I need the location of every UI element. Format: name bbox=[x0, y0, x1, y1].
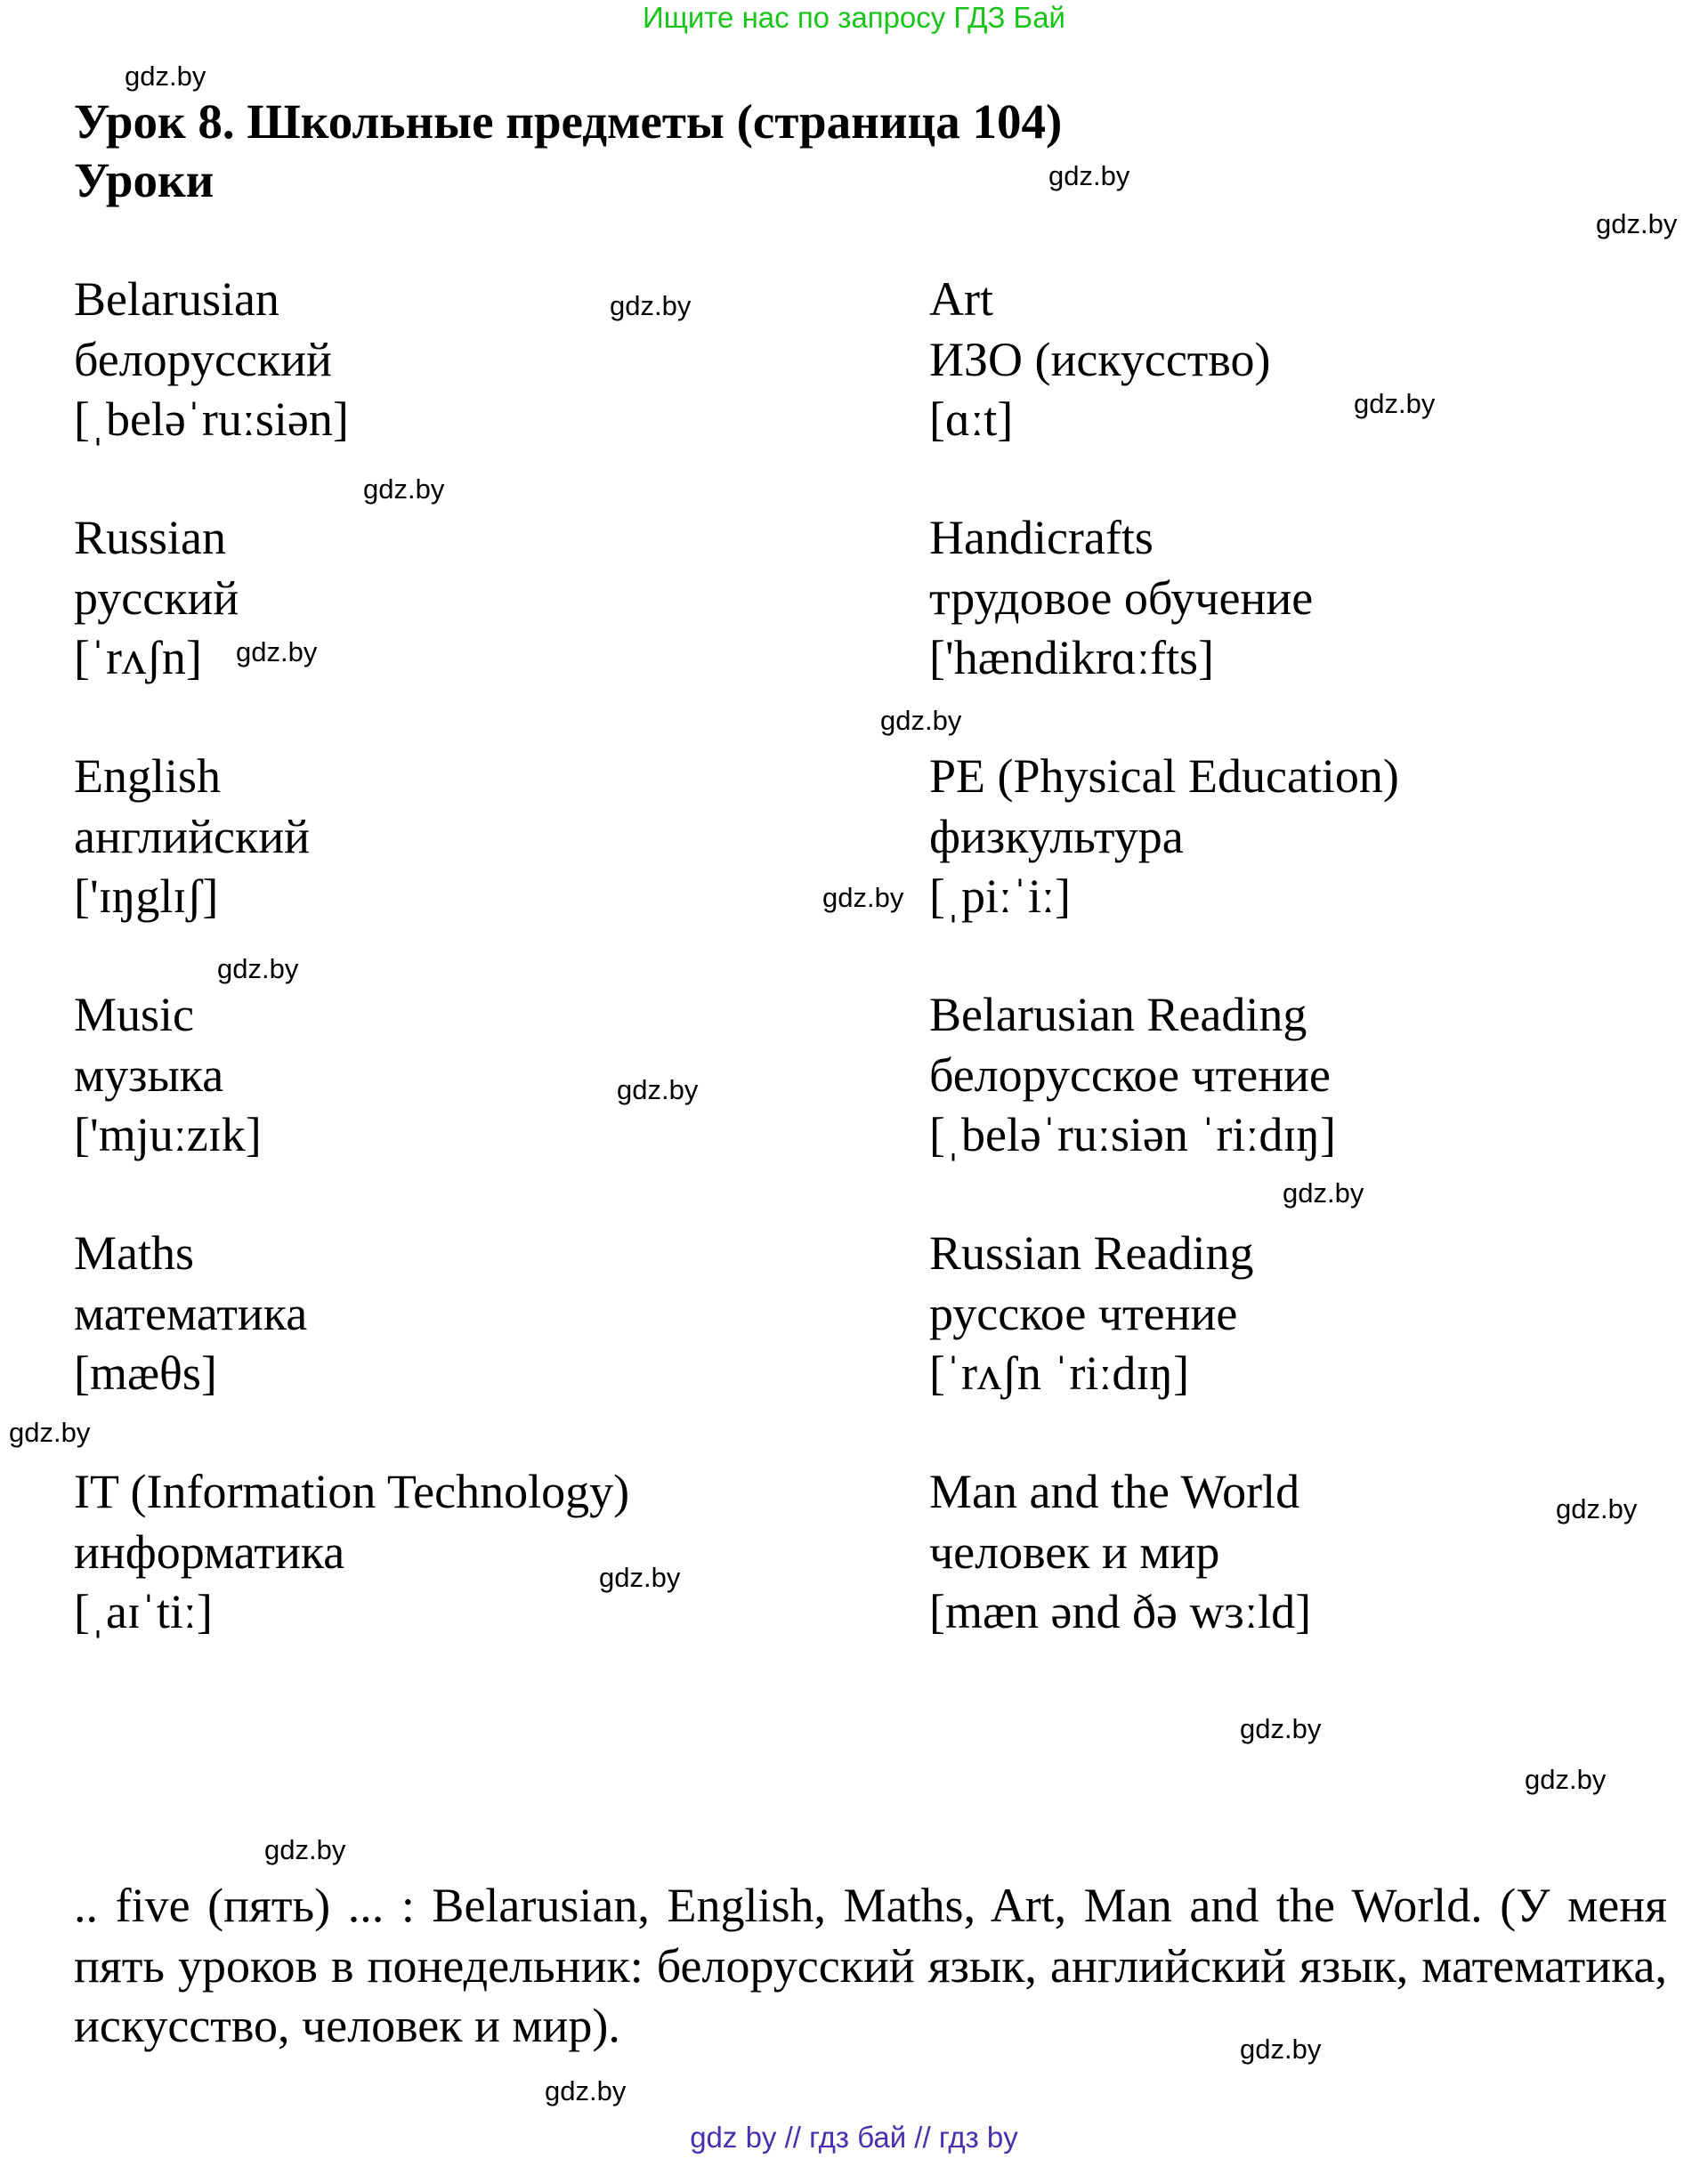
vocab-russian: трудовое обучение bbox=[929, 570, 1314, 625]
vocab-transcription: [ˌpiːˈiː] bbox=[929, 869, 1071, 923]
vocab-english: Russian bbox=[74, 511, 227, 564]
vocab-item-russian-reading bbox=[929, 1224, 1253, 1404]
watermark: gdz.by bbox=[1240, 2034, 1322, 2065]
vocab-item-belarusian bbox=[74, 270, 349, 450]
vocab-transcription: [mæn ənd ðə wɜːld] bbox=[929, 1585, 1312, 1638]
vocab-russian: математика bbox=[74, 1286, 308, 1340]
watermark: gdz.by bbox=[1556, 1493, 1638, 1524]
vocab-english: Music bbox=[74, 988, 194, 1041]
watermark: gdz.by bbox=[1283, 1177, 1364, 1209]
watermark: gdz.by bbox=[545, 2075, 627, 2106]
watermark: gdz.by bbox=[264, 1834, 346, 1865]
watermark: gdz.by bbox=[363, 473, 445, 505]
vocab-item-maths bbox=[74, 1224, 307, 1404]
vocab-transcription: [ˈrʌʃn] bbox=[74, 631, 202, 684]
vocab-english: Handicrafts bbox=[929, 511, 1154, 564]
vocab-transcription: [ˈrʌʃn ˈriːdɪŋ] bbox=[929, 1346, 1190, 1400]
watermark: gdz.by bbox=[1354, 388, 1436, 419]
vocab-russian: русский bbox=[74, 570, 239, 625]
vocab-transcription: [ˌbeləˈruːsiən ˈriːdɪŋ] bbox=[929, 1108, 1337, 1161]
vocab-russian: физкультура bbox=[929, 809, 1184, 863]
vocab-transcription: ['mjuːzɪk] bbox=[74, 1108, 262, 1161]
vocab-transcription: [ˌaɪˈtiː] bbox=[74, 1585, 213, 1638]
vocab-item-pe bbox=[929, 747, 1399, 927]
vocab-transcription: ['hændikrɑːfts] bbox=[929, 631, 1214, 684]
vocab-english: Man and the World bbox=[929, 1465, 1300, 1518]
vocab-english: Belarusian bbox=[74, 272, 279, 326]
vocab-item-music bbox=[74, 985, 262, 1166]
watermark: gdz.by bbox=[880, 705, 962, 736]
vocab-english: IT (Information Technology) bbox=[74, 1465, 630, 1518]
vocab-item-belarusian-reading bbox=[929, 985, 1336, 1166]
watermark: gdz.by bbox=[236, 636, 318, 667]
answer-paragraph: .. five (пять) ... : Belarusian, English, Maths, Art, Man and the World. (У меня пять уроков в понедельник: белорусский язык, английский язык, математика, искусство, человек и мир). bbox=[74, 1879, 1667, 2052]
vocab-english: Belarusian Reading bbox=[929, 988, 1307, 1041]
vocab-russian: английский bbox=[74, 809, 311, 863]
watermark: gdz.by bbox=[1525, 1764, 1607, 1795]
vocab-item-english bbox=[74, 747, 310, 927]
vocab-russian: русское чтение bbox=[929, 1286, 1238, 1340]
vocab-english: English bbox=[74, 749, 222, 803]
footer-links: gdz by // гдз бай // гдз by bbox=[690, 2121, 1018, 2154]
vocab-english: Art bbox=[929, 272, 993, 326]
page-title: Урок 8. Школьные предметы (страница 104) bbox=[74, 94, 1063, 149]
watermark: gdz.by bbox=[822, 882, 904, 913]
watermark: gdz.by bbox=[610, 290, 692, 321]
vocab-item-russian bbox=[74, 508, 239, 689]
vocab-item-man-and-the-world bbox=[929, 1462, 1311, 1643]
vocab-item-handicrafts bbox=[929, 508, 1313, 689]
vocab-russian: ИЗО (искусство) bbox=[929, 332, 1271, 386]
watermark: gdz.by bbox=[1596, 208, 1678, 239]
vocab-transcription: [ɑːt] bbox=[929, 392, 1014, 446]
watermark: gdz.by bbox=[9, 1417, 91, 1448]
top-banner: Ищите нас по запросу ГДЗ Бай bbox=[643, 1, 1065, 34]
watermark: gdz.by bbox=[617, 1074, 699, 1105]
watermark: gdz.by bbox=[1240, 1713, 1322, 1744]
vocab-russian: белорусский bbox=[74, 332, 332, 386]
vocab-russian: белорусское чтение bbox=[929, 1047, 1332, 1102]
vocab-russian: информатика bbox=[74, 1524, 345, 1579]
vocab-english: Maths bbox=[74, 1226, 194, 1280]
vocab-russian: человек и мир bbox=[929, 1524, 1220, 1579]
watermark: gdz.by bbox=[1048, 160, 1130, 191]
watermark: gdz.by bbox=[217, 953, 299, 984]
vocab-english: Russian Reading bbox=[929, 1226, 1254, 1280]
watermark: gdz.by bbox=[599, 1562, 681, 1593]
vocab-item-it bbox=[74, 1462, 629, 1643]
section-title: Уроки bbox=[74, 153, 215, 207]
watermark: gdz.by bbox=[125, 61, 206, 92]
vocab-item-art bbox=[929, 270, 1271, 450]
vocab-russian: музыка bbox=[74, 1047, 224, 1102]
vocab-transcription: ['ɪŋglɪʃ] bbox=[74, 869, 219, 923]
vocab-transcription: [mæθs] bbox=[74, 1346, 217, 1400]
vocab-transcription: [ˌbeləˈruːsiən] bbox=[74, 392, 349, 446]
vocab-english: PE (Physical Education) bbox=[929, 749, 1399, 803]
